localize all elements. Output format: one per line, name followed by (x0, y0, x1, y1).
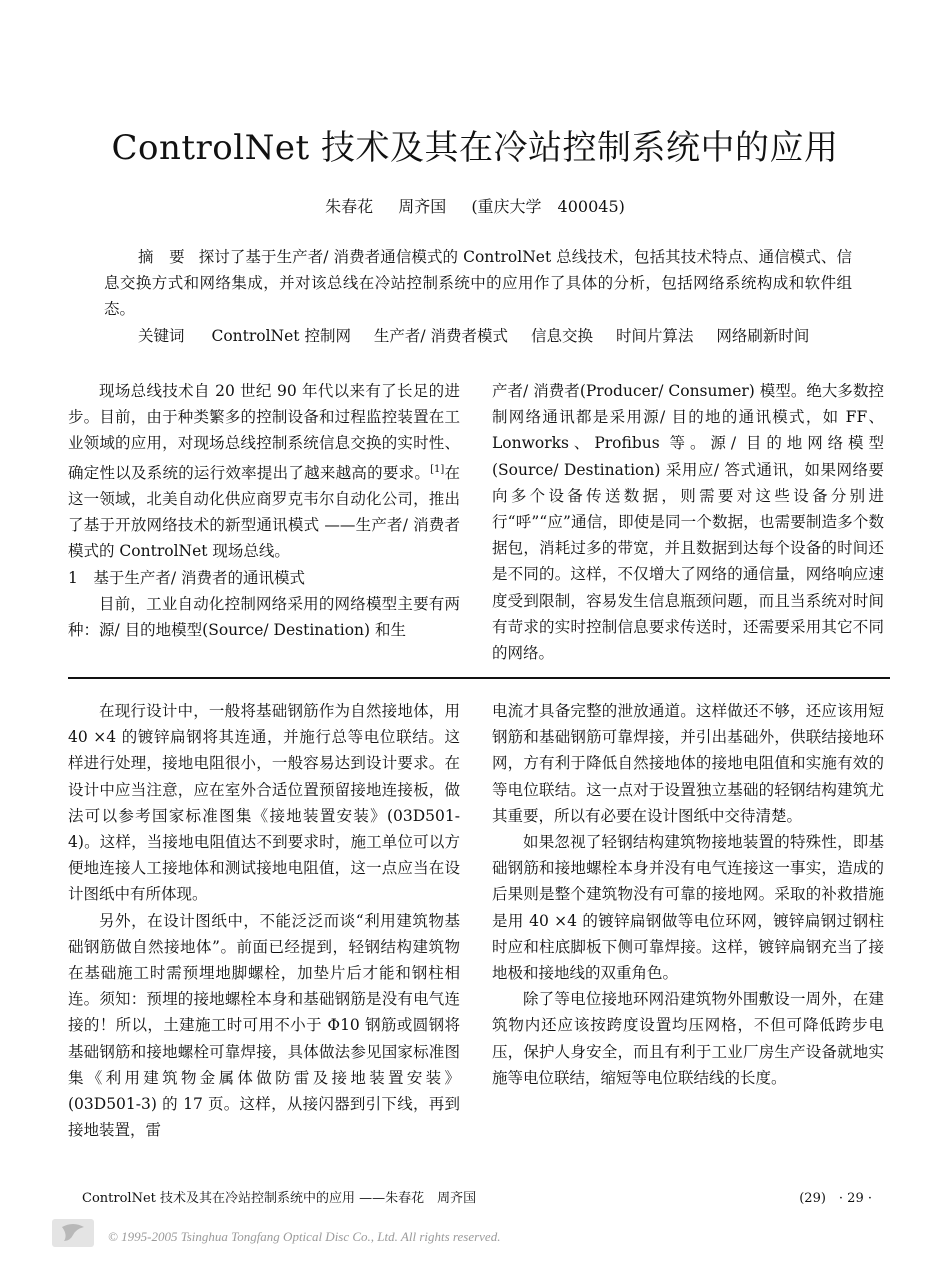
paragraph: 目前，工业自动化控制网络采用的网络模型主要有两种：源/ 目的地模型(Source/ Destination) 和生 (68, 594, 460, 639)
other-article-column-right (492, 698, 884, 1091)
paragraph (68, 378, 460, 565)
publisher-logo-icon (52, 1219, 94, 1247)
abstract (104, 244, 852, 322)
paragraph: 除了等电位接地环网沿建筑物外围敷设一周外，在建筑物内还应该按跨度设置均压网格，不但可降低跨步电压，保护人身安全，而且有利于工业厂房生产设备就地实施等电位联结，缩短等电位联结线的长度。 (492, 990, 884, 1087)
paragraph: 产者/ 消费者(Producer/ Consumer) 模型。绝大多数控制网络通讯都是采用源/ 目的地的通讯模式，如 FF、Lonworks、Profibus 等。源/ 目的地网络模型(Source/ Destination) 采用应/ 答式通讯，如果网络要向多个设备传送数据，则需要对这些设备分别进行“呼”“应”通信，即使是同一个数据，也需要制造多个数据包，消耗过多的带宽，并且数据到达每个设备的时间还是不同的。这样，不仅增大了网络的通信量，网络响应速度受到限制，容易发生信息瓶颈问题，而且当系统对时间有苛求的实时控制信息要求传送时，还需要采用其它不同的网络。 (492, 382, 884, 663)
section-heading: 1 基于生产者/ 消费者的通讯模式 (68, 568, 306, 587)
paragraph: 在现行设计中，一般将基础钢筋作为自然接地体，用 40 ×4 的镀锌扁钢将其连通，并施行总等电位联结。这样进行处理，接地电阻很小，一般容易达到设计要求。在设计中应当注意，应在室外合适位置预留接地连接板，做法可以参考国家标准图集《接地装置安装》(03D501-4)。这样，当接地电阻值达不到要求时，施工单位可以方便地连接人工接地体和测试接地电阻值，这一点应当在设计图纸中有所体现。 (68, 702, 460, 904)
keywords-label: 关键词 (138, 327, 185, 345)
paragraph: 如果忽视了轻钢结构建筑物接地装置的特殊性，即基础钢筋和接地螺栓本身并没有电气连接这一事实，造成的后果则是整个建筑物没有可靠的接地网。采取的补救措施是用 40 ×4 的镀锌扁钢做等电位环网，镀锌扁钢过钢柱时应和柱底脚板下侧可靠焊接。这样，镀锌扁钢充当了接地极和接地线的双重角色。 (492, 833, 884, 983)
author-name: 朱春花 (325, 197, 374, 216)
citation: [1] (430, 463, 445, 475)
article-column-left (68, 378, 460, 643)
author-name: 周齐国 (398, 197, 447, 216)
keyword: 信息交换 (530, 327, 593, 345)
paragraph-text: 现场总线技术自 20 世纪 90 年代以来有了长足的进步。目前，由于种类繁多的控制设备和过程监控装置在工业领域的应用，对现场总线控制系统信息交换的实时性、确定性以及系统的运行效率提出了越来越高的要求。 (68, 382, 460, 482)
keyword: 生产者/ 消费者模式 (373, 327, 509, 345)
paper-title: ControlNet 技术及其在冷站控制系统中的应用 (111, 128, 839, 168)
section-divider (68, 677, 890, 679)
page-number: (29) · 29 · (799, 1191, 872, 1206)
keyword: 时间片算法 (615, 327, 694, 345)
keyword: 网络刷新时间 (716, 327, 810, 345)
affiliation: (重庆大学 400045) (471, 197, 625, 216)
paragraph: 另外，在设计图纸中，不能泛泛而谈“利用建筑物基础钢筋做自然接地体”。前面已经提到，轻钢结构建筑物在基础施工时需预埋地脚螺栓，加垫片后才能和钢柱相连。须知：预埋的接地螺栓本身和基础钢筋是没有电气连接的！所以，土建施工时可用不小于 Φ10 钢筋或圆钢将基础钢筋和接地螺栓可靠焊接，具体做法参见国家标准图集《利用建筑物金属体做防雷及接地装置安装》(03D501-3) 的 17 页。这样，从接闪器到引下线，再到接地装置，雷 (68, 911, 460, 1140)
paragraph: 电流才具备完整的泄放通道。这样做还不够，还应该用短钢筋和基础钢筋可靠焊接，并引出基础外，供联结接地环网，方有利于降低自然接地体的接地电阻值和实施有效的等电位联结。这一点对于设置独立基础的轻钢结构建筑尤其重要，所以有必要在设计图纸中交待清楚。 (492, 702, 884, 825)
abstract-label: 摘 要 (138, 248, 185, 266)
abstract-text: 探讨了基于生产者/ 消费者通信模式的 ControlNet 总线技术，包括其技术特点、通信模式、信息交换方式和网络集成，并对该总线在冷站控制系统中的应用作了具体的分析，包括网络系统构成和软件组态。 (104, 248, 852, 318)
keywords (138, 323, 858, 349)
paragraph-text: 在这一领域，北美自动化供应商罗克韦尔自动化公司，推出了基于开放网络技术的新型通讯模式 ——生产者/ 消费者模式的 ControlNet 现场总线。 (68, 463, 460, 561)
other-article-column-left (68, 698, 460, 1143)
copyright-notice: © 1995-2005 Tsinghua Tongfang Optical Disc Co., Ltd. All rights reserved. (108, 1229, 501, 1244)
running-title: ControlNet 技术及其在冷站控制系统中的应用 ——朱春花 周齐国 (82, 1191, 477, 1206)
page-footer (82, 1187, 872, 1206)
author-line (0, 194, 950, 217)
article-column-right (492, 378, 884, 666)
keyword: ControlNet 控制网 (211, 327, 351, 345)
